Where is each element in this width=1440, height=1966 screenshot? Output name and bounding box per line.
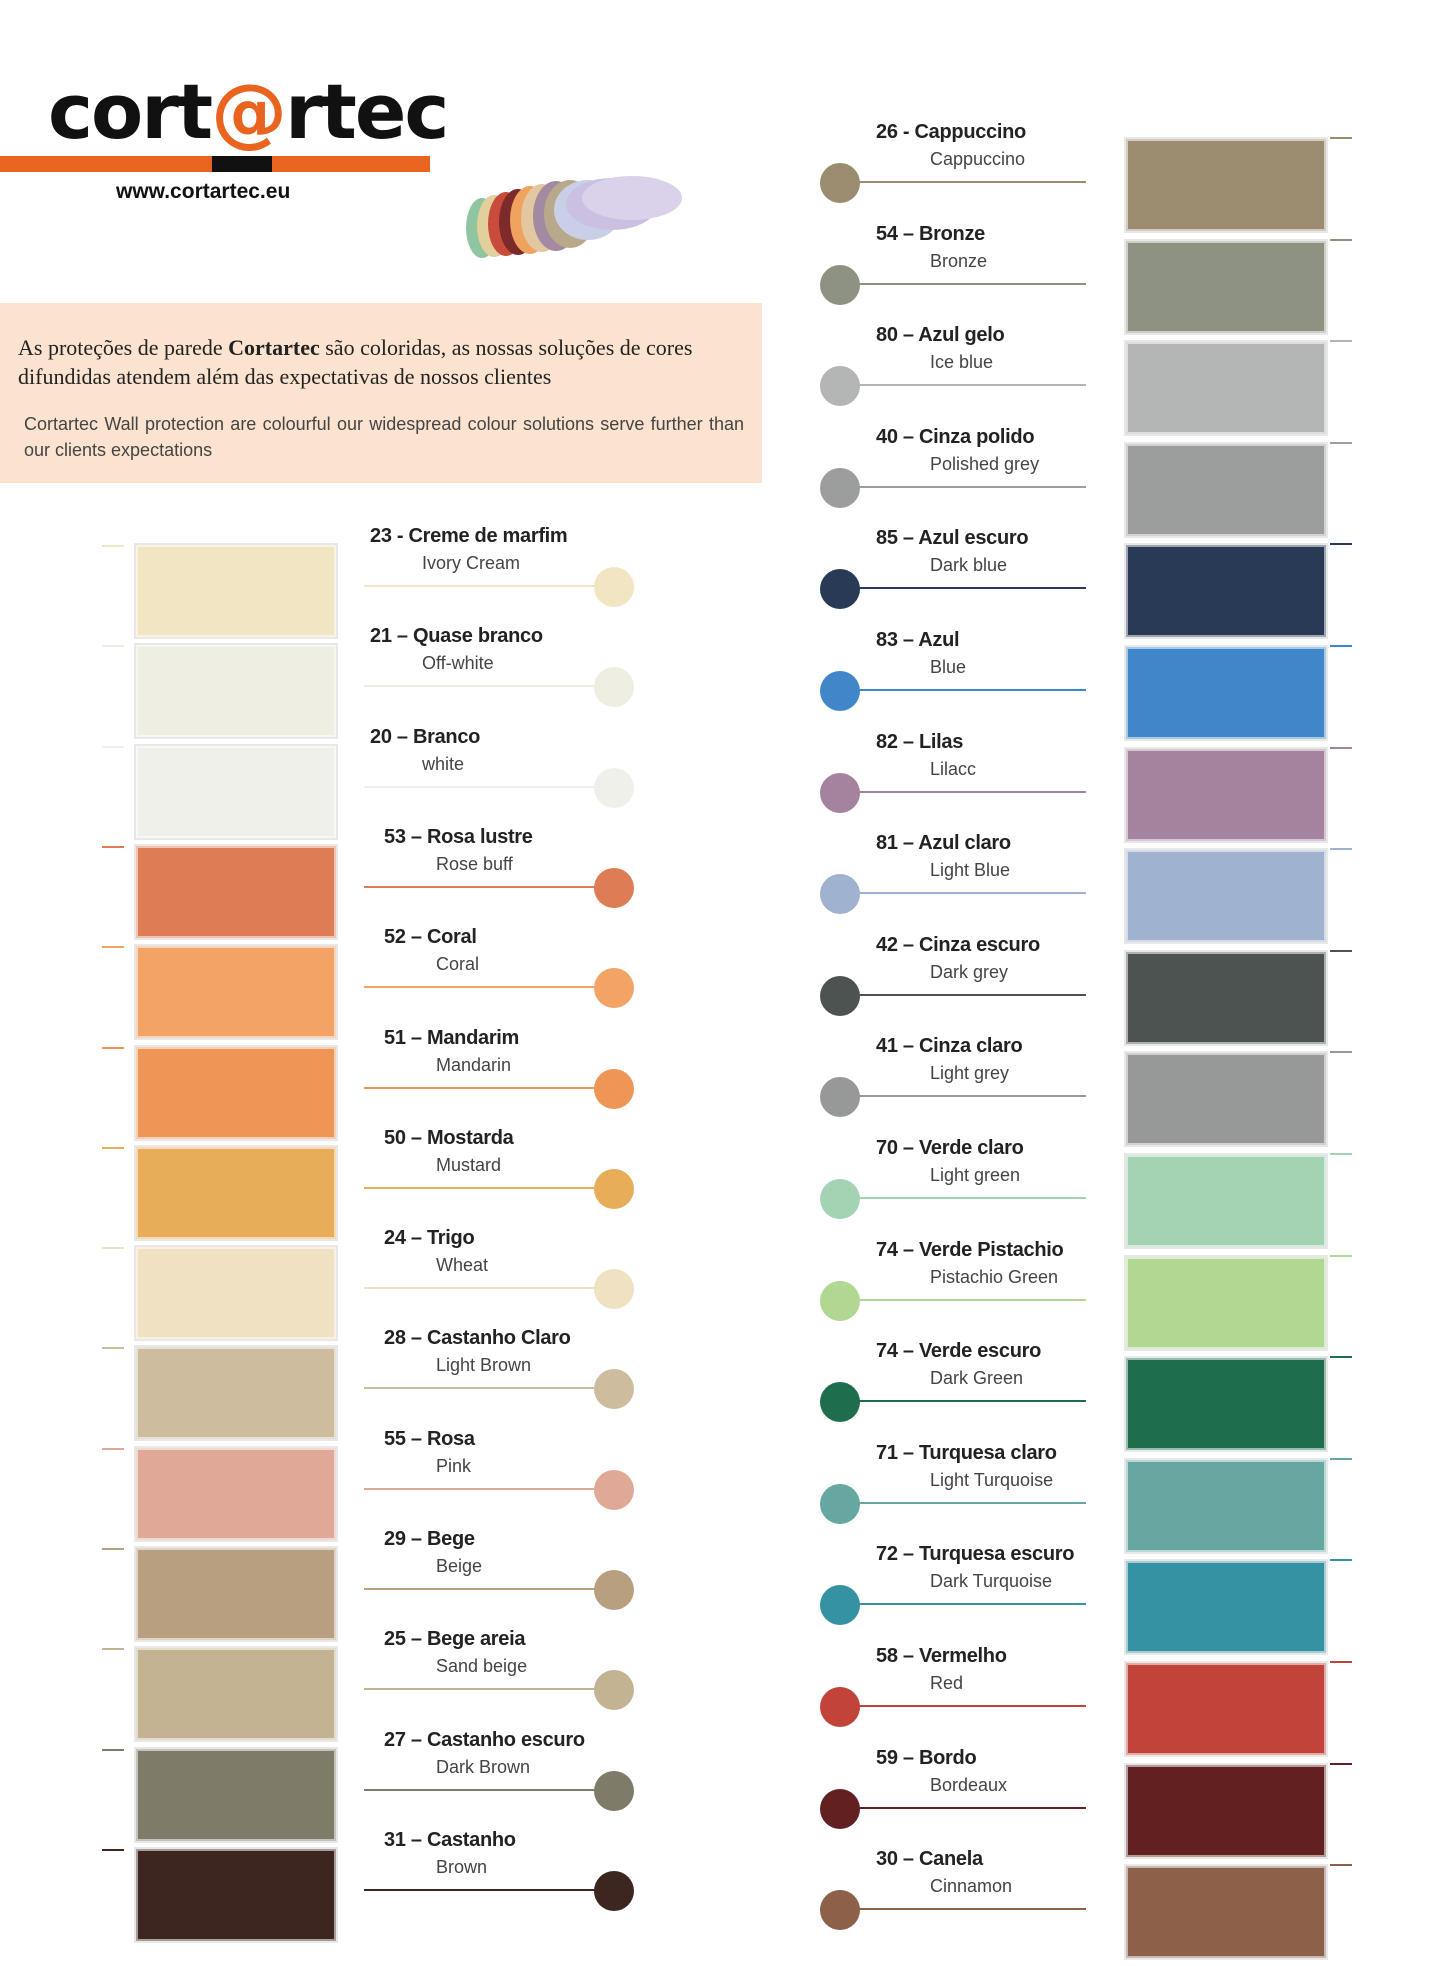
color-dot [820,163,860,203]
color-name: 41 – Cinza claro [876,1035,1023,1058]
color-card[interactable] [1124,950,1328,1046]
brand-name-right: rtec [285,67,448,156]
divider-line [364,986,614,988]
color-card[interactable] [1124,1051,1328,1147]
color-name: 52 – Coral [384,926,477,949]
color-card[interactable] [134,1847,338,1943]
color-name: 28 – Castanho Claro [384,1327,571,1350]
color-card[interactable] [1124,239,1328,335]
swatch-tick [1330,1356,1352,1358]
color-dot [594,667,634,707]
divider-line [364,685,614,687]
divider-line [846,181,1086,183]
color-dot [594,868,634,908]
divider-line [846,1400,1086,1402]
color-card[interactable] [1124,1559,1328,1655]
color-name-english: Light grey [930,1063,1010,1084]
color-dot [820,265,860,305]
color-dot [820,773,860,813]
color-card[interactable] [134,1446,338,1542]
divider-line [846,1299,1086,1301]
color-dot [594,1670,634,1710]
color-name: 51 – Mandarim [384,1026,520,1049]
color-name: 85 – Azul escuro [876,527,1029,550]
color-name: 55 – Rosa [384,1427,475,1450]
color-dot [820,569,860,609]
color-name-english: Mustard [436,1154,502,1175]
color-dot [594,1470,634,1510]
color-name-english: Light Turquoise [930,1469,1054,1490]
swatch-tick [1330,848,1352,850]
swatch-tick [1330,1763,1352,1765]
color-card[interactable] [134,543,338,639]
color-name-english: Off-white [422,653,494,674]
color-dot [594,1369,634,1409]
color-name-english: Coral [436,954,480,975]
color-card[interactable] [134,844,338,940]
brand-at-symbol: @ [211,67,286,156]
color-name: 25 – Bege areia [384,1628,526,1651]
swatch-tick [102,746,124,748]
divider-line [364,1387,614,1389]
swatch-tick [1330,1255,1352,1257]
divider-line [846,689,1086,691]
color-card[interactable] [1124,1255,1328,1351]
color-name-english: Dark Turquoise [930,1571,1053,1592]
swatch-tick [1330,1661,1352,1663]
swatch-tick [1330,1153,1352,1155]
color-name: 23 - Creme de marfim [370,525,568,547]
color-card[interactable] [134,744,338,840]
color-name-english: Lilacc [930,758,977,779]
color-card[interactable] [134,643,338,739]
website-link[interactable]: www.cortartec.eu [116,180,291,203]
color-dot [594,1871,634,1911]
color-name: 72 – Turquesa escuro [876,1543,1075,1566]
color-name-english: Cinnamon [930,1876,1013,1897]
color-name-english: Bordeaux [930,1774,1008,1795]
color-card[interactable] [1124,1661,1328,1757]
color-name-english: Dark blue [930,555,1008,576]
color-name-english: Dark grey [930,961,1009,982]
intro-panel [0,303,762,483]
color-dot [820,1077,860,1117]
color-card[interactable] [134,1345,338,1441]
swatch-tick [1330,340,1352,342]
swatch-tick [102,946,124,948]
swatch-tick [102,545,124,547]
intro-pt-brand: Cortartec [228,335,320,360]
color-name-english: Blue [930,657,967,677]
color-dot [594,1269,634,1309]
color-card[interactable] [1124,1864,1328,1960]
intro-pt-suffix: são coloridas, as nossas soluções de cores difundidas atendem além das expectativas de nossos clientes [18,335,693,389]
color-dot [594,1169,634,1209]
swatch-tick [1330,1458,1352,1460]
divider-line [846,486,1086,488]
divider-line [364,1187,614,1189]
swatch-tick [1330,543,1352,545]
color-dot [594,968,634,1008]
color-dot [820,1382,860,1422]
divider-line [364,1889,614,1891]
color-name-english: Beige [436,1556,483,1576]
divider-line [364,1588,614,1590]
color-card[interactable] [134,1245,338,1341]
divider-line [364,1789,614,1791]
logo-underline-dark [212,156,272,172]
color-card[interactable] [1124,1763,1328,1859]
color-name-english: Ice blue [930,352,994,373]
color-name-english: Rose buff [436,853,513,874]
color-name: 50 – Mostarda [384,1126,514,1149]
divider-line [846,1807,1086,1809]
intro-portuguese [18,333,743,391]
color-name-english: Dark Brown [436,1756,531,1777]
color-card[interactable] [1124,645,1328,741]
color-card[interactable] [134,1045,338,1141]
swatch-tick [102,1047,124,1049]
color-name-english: Polished grey [930,453,1040,474]
divider-line [846,1197,1086,1199]
swatch-tick [1330,137,1352,139]
color-name-english: Mandarin [436,1054,512,1075]
color-name: 53 – Rosa lustre [384,825,533,848]
swatch-tick [1330,645,1352,647]
divider-line [364,1287,614,1289]
color-name-english: Ivory Cream [422,553,521,573]
color-name-english: Pink [436,1455,472,1476]
color-dot [820,671,860,711]
color-name: 82 – Lilas [876,730,964,753]
color-card[interactable] [1124,1356,1328,1452]
color-dot [820,874,860,914]
color-name: 20 – Branco [370,725,481,748]
color-dot [820,468,860,508]
divider-line [846,1603,1086,1605]
brand-name-left: cort [48,67,212,156]
divider-line [846,892,1086,894]
color-name-english: Pistachio Green [930,1266,1059,1287]
swatch-tick [102,1247,124,1249]
color-name: 74 – Verde escuro [876,1340,1042,1363]
color-name-english: Dark Green [930,1368,1024,1389]
color-dot [594,567,634,607]
color-card[interactable] [134,944,338,1040]
color-name: 24 – Trigo [384,1227,475,1250]
color-name-english: Wheat [436,1255,489,1276]
swatch-tick [102,1749,124,1751]
color-samples-illustration [442,160,692,280]
color-name: 71 – Turquesa claro [876,1441,1057,1464]
color-card[interactable] [1124,137,1328,233]
color-card[interactable] [1124,543,1328,639]
intro-english: Cortartec Wall protection are colourful our widespread colour solutions serve further than our clients expectations [24,414,744,460]
color-dot [820,1687,860,1727]
divider-line [364,786,614,788]
intro-pt-prefix: As proteções de parede [18,335,229,360]
divider-line [846,1705,1086,1707]
divider-line [364,1087,614,1089]
color-name: 59 – Bordo [876,1746,977,1769]
color-dot [594,1069,634,1109]
color-name: 81 – Azul claro [876,832,1011,855]
color-dot [820,366,860,406]
color-card[interactable] [134,1747,338,1843]
color-card[interactable] [134,1145,338,1241]
color-card[interactable] [1124,747,1328,843]
color-card[interactable] [1124,442,1328,538]
color-name: 27 – Castanho escuro [384,1728,585,1751]
color-name-english: Light Blue [930,860,1011,881]
swatch-tick [1330,1864,1352,1866]
divider-line [846,994,1086,996]
color-name-english: Bronze [930,250,988,271]
swatch-tick [102,1448,124,1450]
color-name: 31 – Castanho [384,1828,516,1851]
color-name: 26 - Cappuccino [876,121,1026,143]
color-dot [820,1281,860,1321]
color-dot [820,1789,860,1829]
color-dot [820,1484,860,1524]
divider-line [364,1688,614,1690]
color-card[interactable] [134,1546,338,1642]
color-dot [594,768,634,808]
swatch-tick [1330,1559,1352,1561]
swatch-tick [102,846,124,848]
color-name: 70 – Verde claro [876,1137,1024,1159]
color-card[interactable] [1124,1153,1328,1249]
divider-line [846,1502,1086,1504]
divider-line [846,587,1086,589]
color-dot [820,1890,860,1930]
color-name-english: Cappuccino [930,149,1026,169]
color-name-english: Sand beige [436,1656,528,1677]
color-name-english: Red [930,1673,964,1693]
color-dot [820,1179,860,1219]
color-card[interactable] [1124,340,1328,436]
color-name: 30 – Canela [876,1848,983,1871]
color-name-english: Light green [930,1165,1021,1185]
color-dot [820,1585,860,1625]
swatch-tick [1330,747,1352,749]
swatch-tick [1330,442,1352,444]
color-card[interactable] [1124,1458,1328,1554]
swatch-tick [102,1548,124,1550]
color-card[interactable] [1124,848,1328,944]
swatch-tick [1330,950,1352,952]
color-dot [594,1771,634,1811]
color-name: 42 – Cinza escuro [876,933,1040,956]
color-name-english: white [422,753,465,774]
color-name: 74 – Verde Pistachio [876,1238,1064,1261]
color-dot [594,1570,634,1610]
color-name-english: Brown [436,1856,488,1877]
divider-line [846,791,1086,793]
color-name: 21 – Quase branco [370,625,543,648]
color-name: 83 – Azul [876,629,960,651]
divider-line [846,384,1086,386]
divider-line [846,283,1086,285]
color-name: 29 – Bege [384,1528,475,1550]
color-dot [820,976,860,1016]
color-name: 40 – Cinza polido [876,425,1035,448]
swatch-tick [1330,1051,1352,1053]
color-name-english: Light Brown [436,1355,532,1376]
color-name: 80 – Azul gelo [876,324,1005,347]
color-name: 58 – Vermelho [876,1645,1007,1667]
divider-line [364,886,614,888]
divider-line [364,585,614,587]
swatch-tick [102,1849,124,1851]
swatch-tick [102,645,124,647]
color-name: 54 – Bronze [876,222,985,245]
swatch-tick [102,1147,124,1149]
brand-logo [48,67,448,156]
swatch-tick [102,1648,124,1650]
color-card[interactable] [134,1646,338,1742]
swatch-tick [102,1347,124,1349]
divider-line [846,1095,1086,1097]
divider-line [846,1908,1086,1910]
swatch-tick [1330,239,1352,241]
divider-line [364,1488,614,1490]
